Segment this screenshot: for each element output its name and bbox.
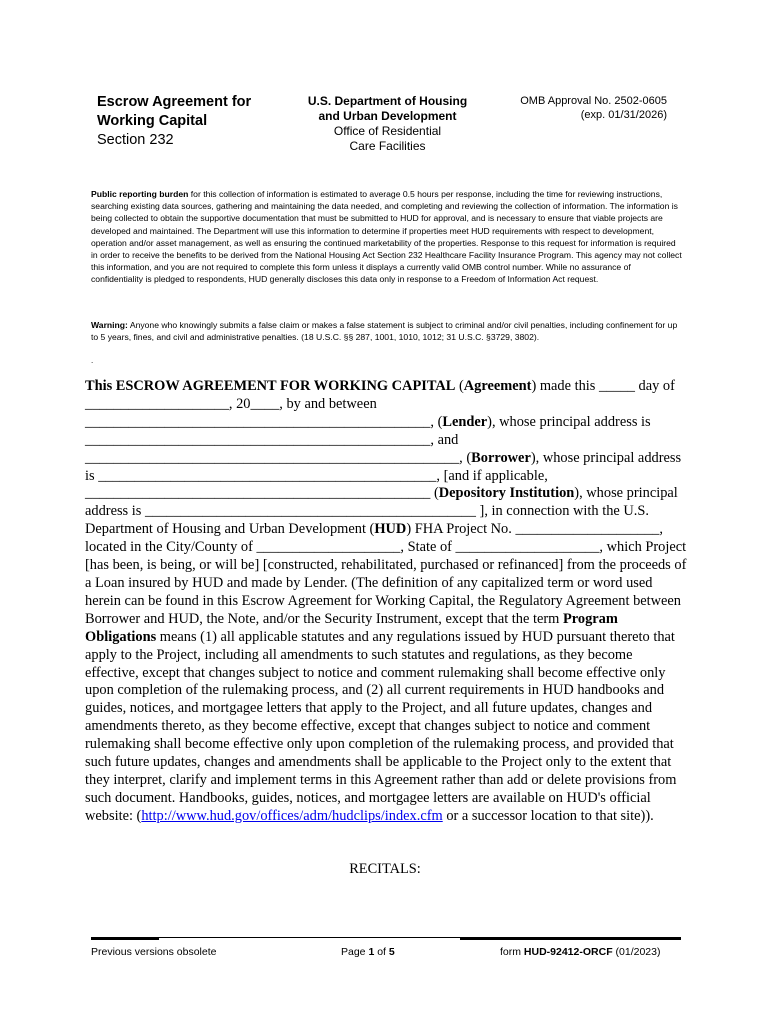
warning-label: Warning: [91,320,128,330]
page-of: of [374,946,389,958]
burden-label: Public reporting burden [91,189,189,199]
form-number: HUD-92412-ORCF [523,946,613,958]
term-lender: Lender [442,413,488,430]
body-text-segment: ), whose principal address is ______________________________________________ ], in connection with the U.S. Department of Housing and Urban Development ( [85,485,678,538]
body-text-segment: ), whose principal address is _______________________________________________, [and if applicable, ________________________________________________ ( [85,449,682,502]
omb-block [500,94,667,122]
omb-expiration: (exp. 01/31/2026) [580,109,667,121]
body-text-segment: means (1) all applicable statutes and any regulations issued by HUD pursuant thereto that apply to the Project, including all amendments to such statutes and regulations, as they become effective, except that changes subject to notice and comment rulemaking shall become effective only upon completion of the rulemaking process, and (2) all current requirements in HUD handbooks and guides, notices, and mortgagee letters that apply to the Project, and all future updates, changes and amendments thereto, as they become effective, except that changes subject to notice and comment rulemaking shall become effective only upon completion of the rulemaking process, and provided that such future updates, changes and amendments shall be applicable to the Project only to the extent that they interpret, clarify and implement terms in this Agreement rather than add or delete provisions from such document. Handbooks, guides, notices, and mortgagee letters are available on HUD's official website: ( [85,628,677,824]
public-reporting-burden [91,188,683,286]
warning-notice [91,319,683,343]
footer-divider-accent-left [91,938,159,940]
agreement-paragraph [85,378,687,826]
term-agreement: Agreement [463,378,532,394]
footer-divider-accent-right [460,938,681,940]
recitals-heading: RECITALS: [349,861,421,877]
agency-block [285,94,490,154]
burden-text: for this collection of information is estimated to average 0.5 hours per response, including the time for reviewing instructions, searching existing data sources, gathering and maintaining the data needed, and completing and reviewing the collection of information. The information is being collected to obtain the supportive documentation that must be submitted to HUD for approval, and is necessary to ensure that viable projects are developed and maintained. The Department will use this information to determine if properties meet HUD requirements with respect to development, operation and/or asset management, as well as ensuring the continued marketability of the properties. Response to this request for information is required in order to receive the benefits to be derived from the National Housing Act Section 232 Healthcare Facility Insurance Program. This agency may not collect this information, and you are not required to complete this form unless it displays a currently valid OMB control number. While no assurance of confidentiality is pledged to respondents, HUD generally discloses this data only in response to a Freedom of Information Act request. [91,189,682,285]
title-line-2: Working Capital [97,113,208,129]
term-hud: HUD [374,521,407,538]
term-depository-institution: Depository Institution [438,485,575,502]
agency-line-2: and Urban Development [318,109,457,123]
page-prefix: Page [341,946,369,958]
term-program-obligations: Program Obligations [85,610,618,645]
section-label: Section 232 [97,132,174,148]
office-line-2: Care Facilities [349,139,426,153]
page-total: 5 [388,946,395,958]
page-current: 1 [368,946,375,958]
stray-period: . [91,356,94,365]
body-text-segment: ( [455,378,464,394]
form-date: (01/2023) [612,946,661,958]
body-text-segment: ) FHA Project No. ____________________, located in the City/County of ____________________, State of ____________________, which Project [has been, is being, or will be] [constructed, rehabilitated, purchased or refinanced] from the proceeds of a Loan insured by HUD and made by Lender. (The definition of any capitalized term or word used herein can be found in this Escrow Agreement for Working Capital, the Regulatory Agreement between Borrower and HUD, the Note, and/or the Security Instrument, except that the term [85,521,687,627]
omb-approval: OMB Approval No. 2502-0605 [520,95,667,107]
hudclips-link[interactable]: http://www.hud.gov/offices/adm/hudclips/index.cfm [141,807,443,824]
warning-text: Anyone who knowingly submits a false claim or makes a false statement is subject to criminal and/or civil penalties, including confinement for up to 5 years, fines, and civil and administrative penalties. (18 U.S.C. §§ 287, 1001, 1010, 1012; 31 U.S.C. §3729, 3802). [91,320,678,343]
agreement-body [85,378,687,826]
title-line-1: Escrow Agreement for [97,94,252,110]
form-prefix: form [500,946,524,958]
agency-line-1: U.S. Department of Housing [307,94,468,108]
footer-form-id [500,946,660,958]
office-line-1: Office of Residential [333,124,442,138]
body-text-segment: ), whose principal address is ________________________________________________, and ____________________________________________________, ( [85,413,651,466]
body-text-segment: ) made this _____ day of ____________________, 20____, by and between ________________________________________________, ( [85,378,675,430]
document-title [97,93,287,150]
agreement-heading: This ESCROW AGREEMENT FOR WORKING CAPITAL [85,378,456,394]
term-borrower: Borrower [471,449,531,466]
footer-obsolete-note: Previous versions obsolete [91,946,217,958]
body-text-segment: or a successor location to that site)). [442,807,654,824]
footer-page-number [341,946,395,958]
